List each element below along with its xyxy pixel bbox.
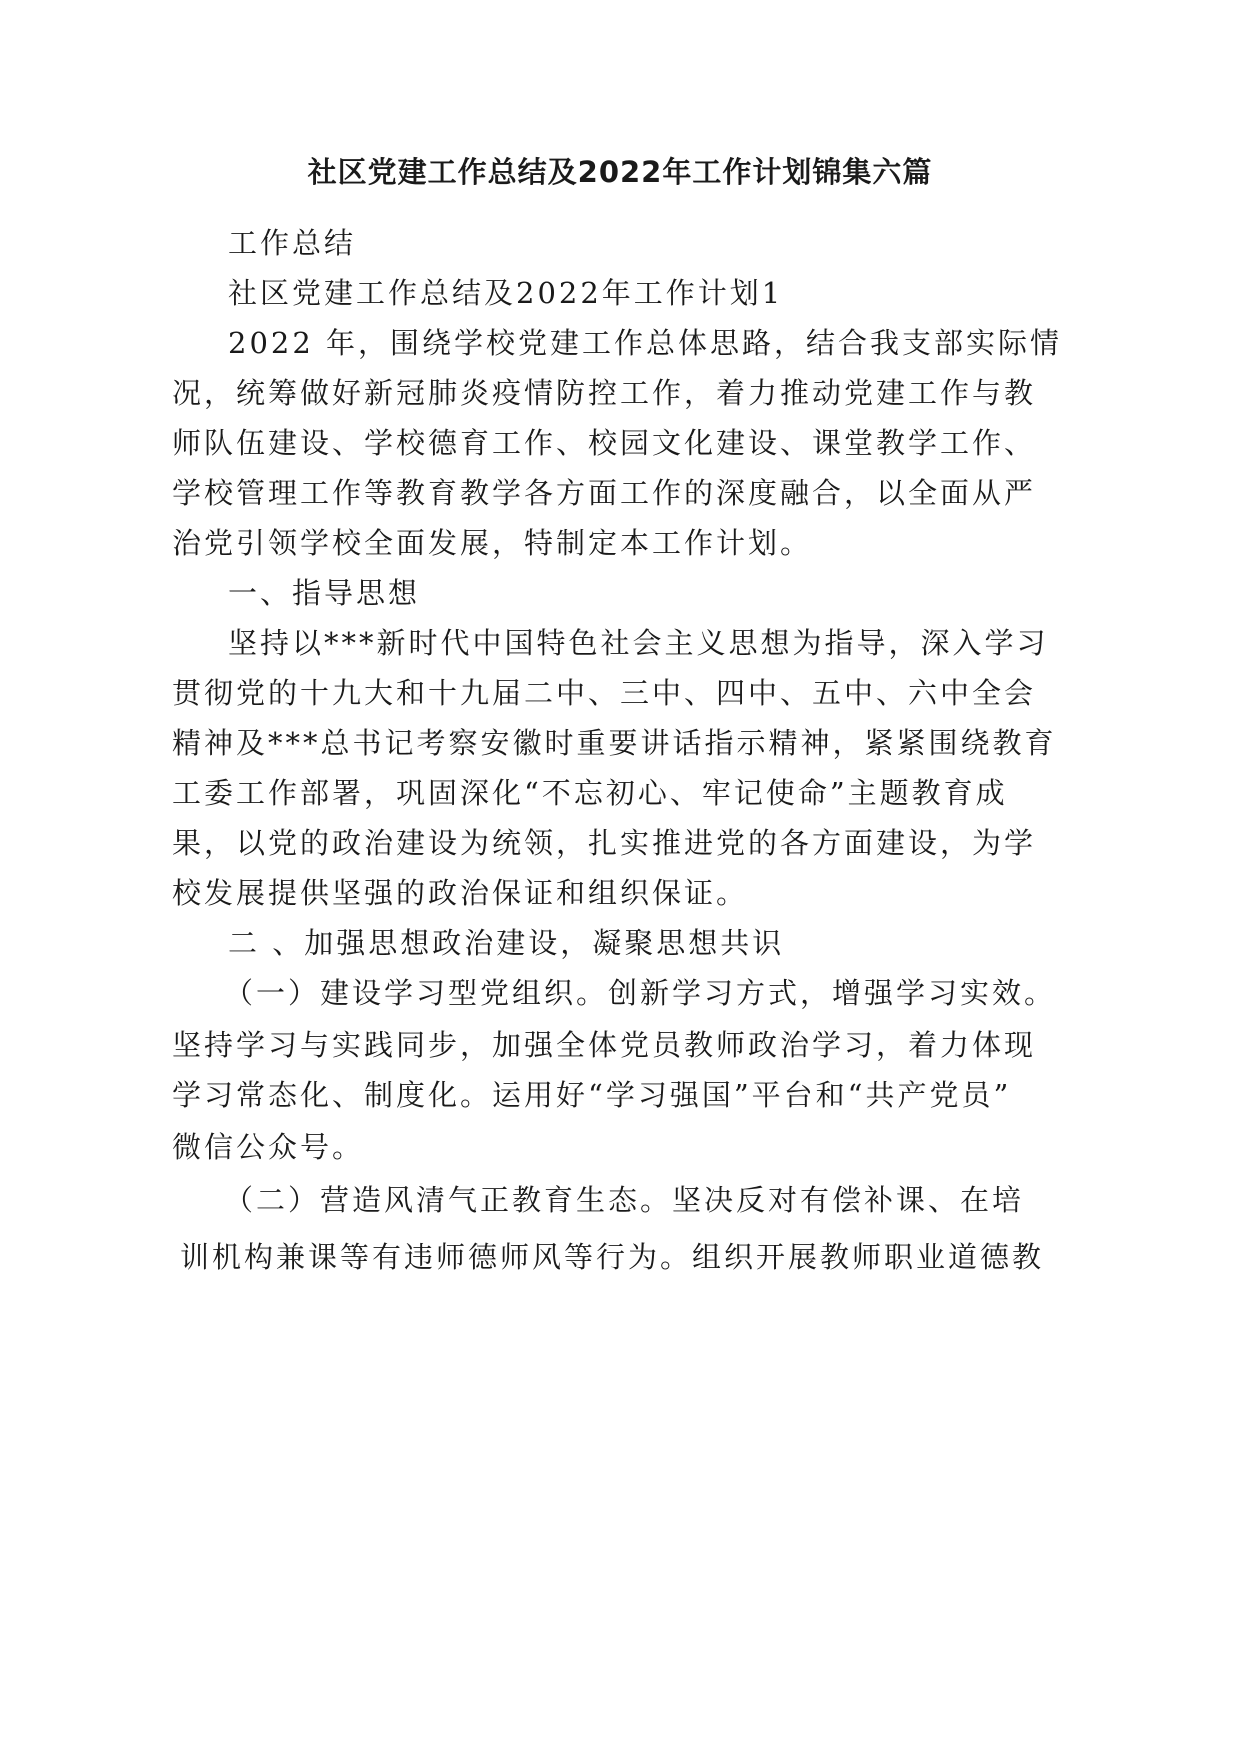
paragraph-line: 精神及***总书记考察安徽时重要讲话指示精神，紧紧围绕教育 <box>172 726 1057 760</box>
section-heading-guiding-thought: 一、指导思想 <box>228 576 421 610</box>
paragraph-line: 师队伍建设、学校德育工作、校园文化建设、课堂教学工作、 <box>172 426 1037 460</box>
paragraph-line: 学校管理工作等教育教学各方面工作的深度融合，以全面从严 <box>172 476 1037 510</box>
paragraph-line: （一）建设学习型党组织。创新学习方式，增强学习实效。 <box>224 976 1057 1010</box>
article-heading: 社区党建工作总结及2022年工作计划1 <box>228 276 784 310</box>
paragraph-line: 训机构兼课等有违师德师风等行为。组织开展教师职业道德教 <box>180 1240 1045 1274</box>
paragraph-line: （二）营造风清气正教育生态。坚决反对有偿补课、在培 <box>224 1183 1025 1217</box>
document-title: 社区党建工作总结及2022年工作计划锦集六篇 <box>307 155 933 189</box>
paragraph-line: 况，统筹做好新冠肺炎疫情防控工作，着力推动党建工作与教 <box>172 376 1037 410</box>
paragraph-line: 微信公众号。 <box>172 1130 365 1164</box>
paragraph-line: 2022 年，围绕学校党建工作总体思路，结合我支部实际情 <box>228 326 1063 360</box>
paragraph-line: 治党引领学校全面发展，特制定本工作计划。 <box>172 526 813 560</box>
paragraph-line: 坚持以***新时代中国特色社会主义思想为指导，深入学习 <box>228 626 1049 660</box>
paragraph-line: 果，以党的政治建设为统领，扎实推进党的各方面建设，为学 <box>172 826 1037 860</box>
paragraph-line: 坚持学习与实践同步，加强全体党员教师政治学习，着力体现 <box>172 1028 1037 1062</box>
paragraph-line: 校发展提供坚强的政治保证和组织保证。 <box>172 876 749 910</box>
section-heading-ideological-building: 二 、加强思想政治建设，凝聚思想共识 <box>228 926 785 960</box>
paragraph-line: 工委工作部署，巩固深化“不忘初心、牢记使命”主题教育成 <box>172 776 1008 810</box>
paragraph-line: 贯彻党的十九大和十九届二中、三中、四中、五中、六中全会 <box>172 676 1037 710</box>
section-label-work-summary: 工作总结 <box>228 226 357 260</box>
paragraph-line: 学习常态化、制度化。运用好“学习强国”平台和“共产党员” <box>172 1078 1012 1112</box>
